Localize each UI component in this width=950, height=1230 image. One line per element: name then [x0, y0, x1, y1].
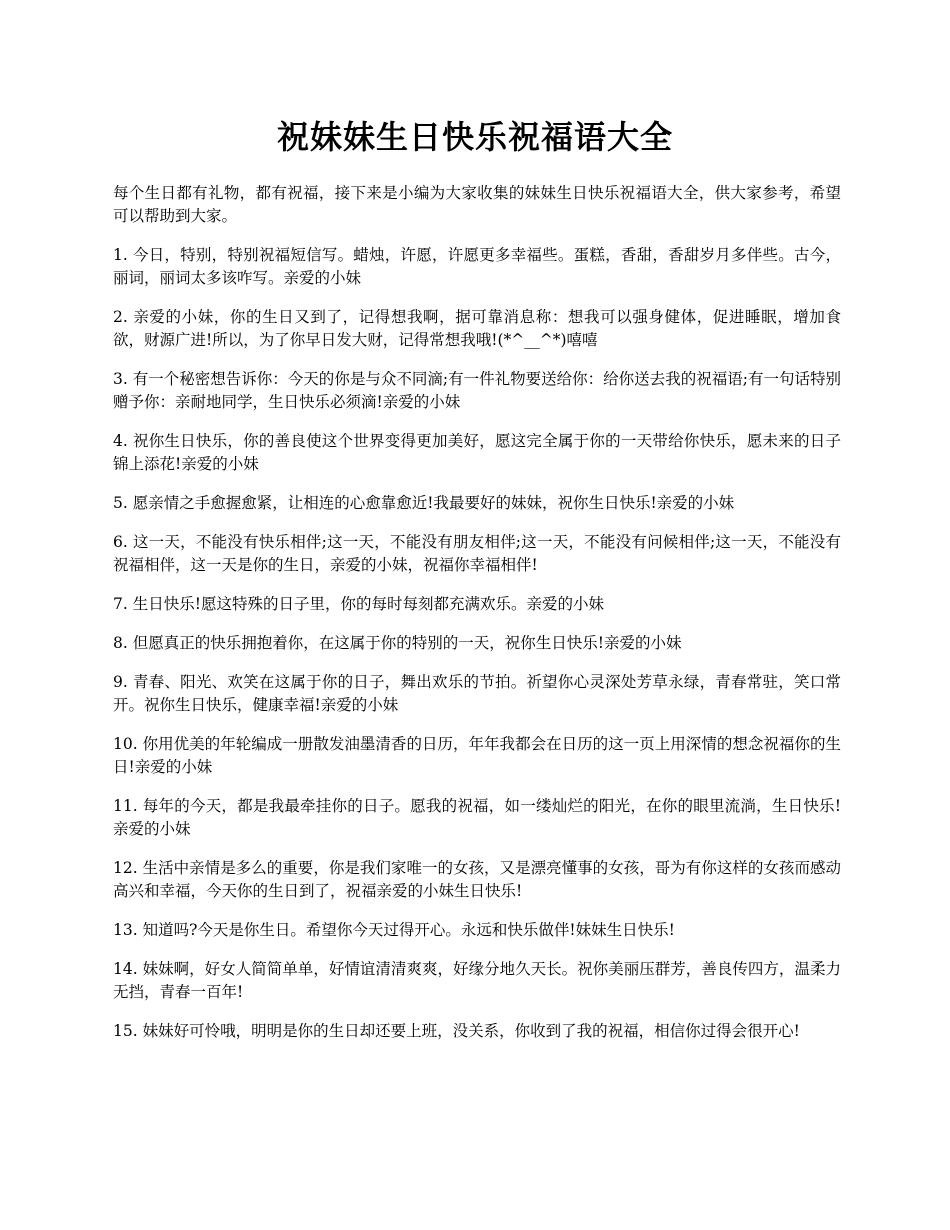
wish-item-9: 9. 青春、阳光、欢笑在这属于你的日子，舞出欢乐的节拍。祈望你心灵深处芳草永绿，青春常驻，笑口常开。祝你生日快乐，健康幸福!亲爱的小妹: [113, 673, 841, 714]
wish-item-11: 11. 每年的今天，都是我最牵挂你的日子。愿我的祝福，如一缕灿烂的阳光，在你的眼里流淌，生日快乐!亲爱的小妹: [113, 797, 841, 838]
wish-item-14: 14. 妹妹啊，好女人简简单单，好情谊清清爽爽，好缘分地久天长。祝你美丽压群芳，善良传四方，温柔力无挡，青春一百年!: [113, 960, 841, 1001]
wish-item-13: 13. 知道吗?今天是你生日。希望你今天过得开心。永远和快乐做伴!妹妹生日快乐!: [113, 921, 675, 939]
wish-item-10: 10. 你用优美的年轮编成一册散发油墨清香的日历，年年我都会在日历的这一页上用深情的想念祝福你的生日!亲爱的小妹: [113, 735, 841, 776]
wish-item-15: 15. 妹妹好可怜哦，明明是你的生日却还要上班，没关系，你收到了我的祝福，相信你过得会很开心!: [113, 1022, 800, 1040]
wish-item-7: 7. 生日快乐!愿这特殊的日子里，你的每时每刻都充满欢乐。亲爱的小妹: [113, 595, 604, 613]
document-title: 祝妹妹生日快乐祝福语大全: [276, 118, 673, 156]
wish-item-1: 1. 今日，特别，特别祝福短信写。蜡烛，许愿，许愿更多幸福些。蛋糕，香甜，香甜岁月多伴些。古今，丽词，丽词太多该咋写。亲爱的小妹: [113, 246, 841, 287]
wish-item-6: 6. 这一天，不能没有快乐相伴;这一天，不能没有朋友相伴;这一天，不能没有问候相伴;这一天，不能没有祝福相伴，这一天是你的生日，亲爱的小妹，祝福你幸福相伴!: [113, 533, 841, 574]
wish-item-12: 12. 生活中亲情是多么的重要，你是我们家唯一的女孩，又是漂亮懂事的女孩，哥为有你这样的女孩而感动高兴和幸福，今天你的生日到了，祝福亲爱的小妹生日快乐!: [113, 859, 841, 900]
wish-item-3: 3. 有一个秘密想告诉你：今天的你是与众不同滴;有一件礼物要送给你：给你送去我的祝福语;有一句话特别赠予你：亲耐地同学，生日快乐必须滴!亲爱的小妹: [113, 370, 841, 411]
intro-paragraph: 每个生日都有礼物，都有祝福，接下来是小编为大家收集的妹妹生日快乐祝福语大全，供大家参考，希望可以帮助到大家。: [113, 184, 841, 225]
document-body: [113, 182, 841, 1059]
wish-item-2: 2. 亲爱的小妹，你的生日又到了，记得想我啊，据可靠消息称：想我可以强身健体，促进睡眠，增加食欲，财源广进!所以，为了你早日发大财，记得常想我哦!(*^__^*)嘻嘻: [113, 308, 841, 349]
wish-item-8: 8. 但愿真正的快乐拥抱着你，在这属于你的特别的一天，祝你生日快乐!亲爱的小妹: [113, 634, 682, 652]
wish-item-5: 5. 愿亲情之手愈握愈紧，让相连的心愈靠愈近!我最要好的妹妹，祝你生日快乐!亲爱的小妹: [113, 494, 735, 512]
wish-item-4: 4. 祝你生日快乐，你的善良使这个世界变得更加美好，愿这完全属于你的一天带给你快乐，愿未来的日子锦上添花!亲爱的小妹: [113, 432, 841, 473]
